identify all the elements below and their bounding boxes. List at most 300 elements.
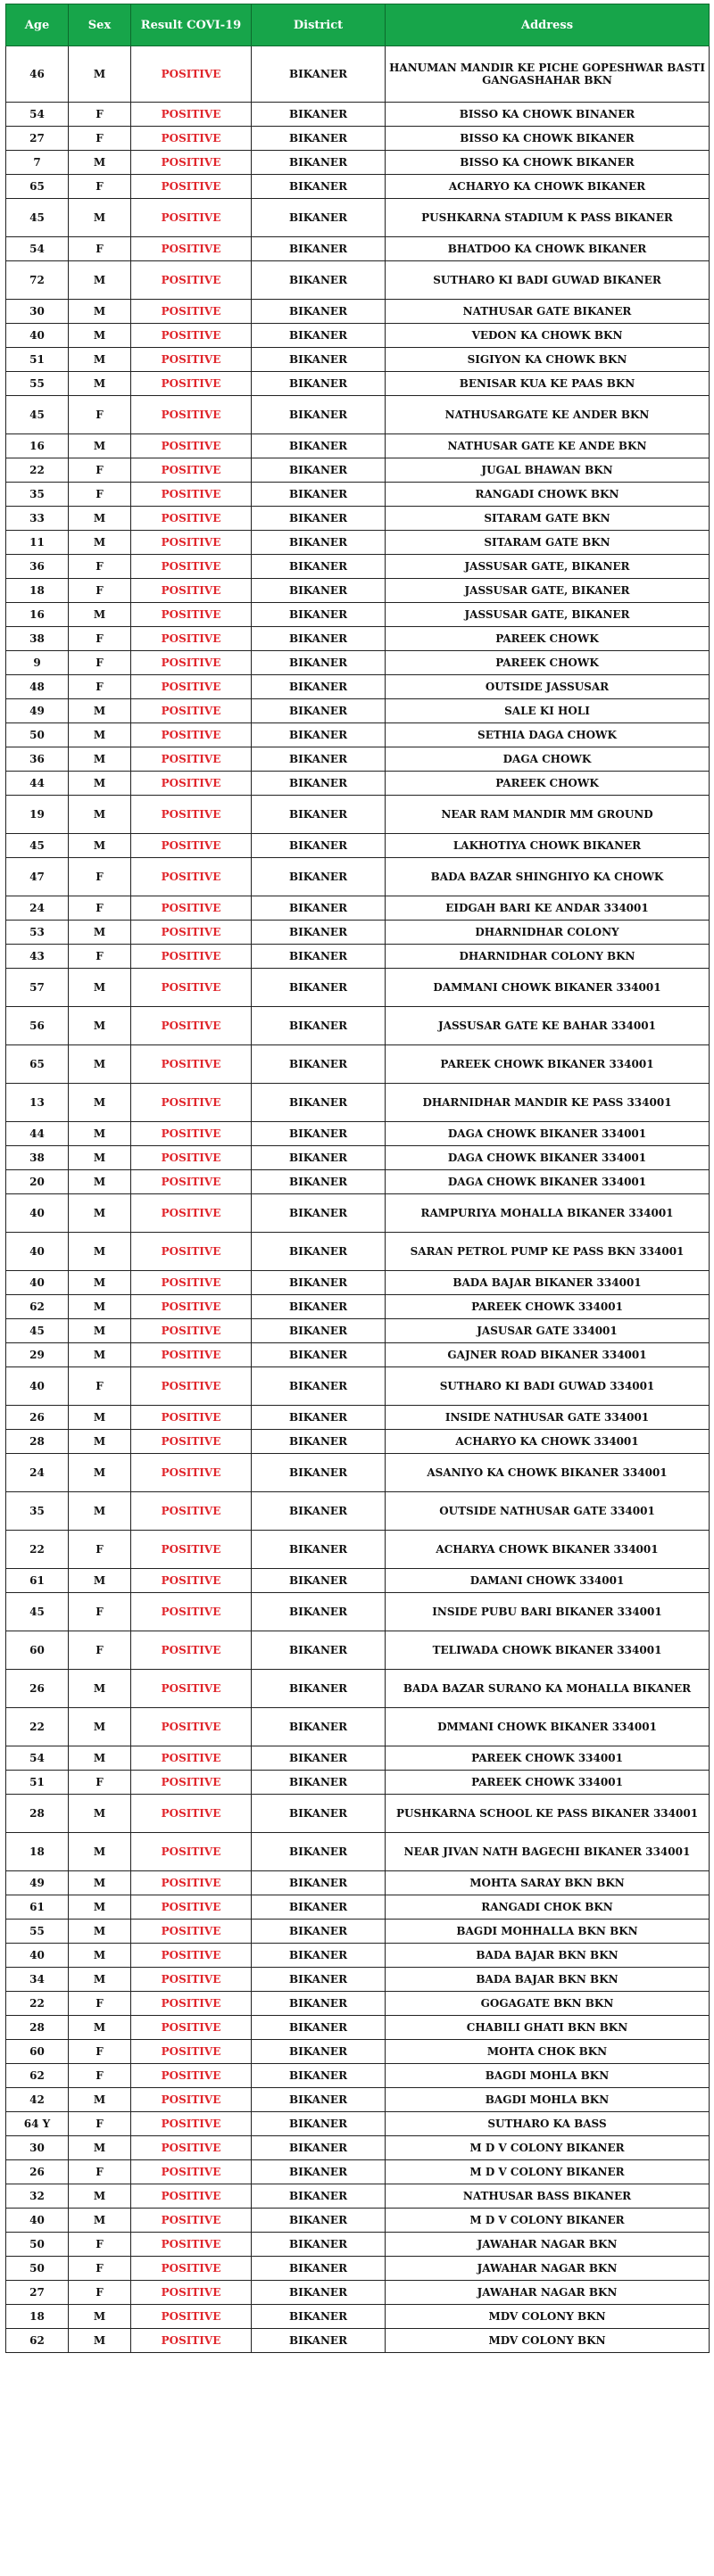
cell-address: SUTHARO KA BASS: [386, 2112, 710, 2136]
cell-address: OUTSIDE NATHUSAR GATE 334001: [386, 1492, 710, 1531]
cell-sex: M: [69, 1871, 131, 1895]
cell-sex: M: [69, 507, 131, 531]
cell-age: 40: [6, 1944, 69, 1968]
cell-sex: M: [69, 2305, 131, 2329]
cell-result: POSITIVE: [131, 2257, 252, 2281]
cell-district: BIKANER: [252, 2184, 386, 2209]
table-row: [6, 1233, 710, 1271]
cell-sex: F: [69, 103, 131, 127]
cell-address: PAREEK CHOWK 334001: [386, 1295, 710, 1319]
cell-sex: F: [69, 2281, 131, 2305]
cell-age: 62: [6, 1295, 69, 1319]
table-row: [6, 1670, 710, 1708]
header-sex: Sex: [69, 4, 131, 46]
cell-district: BIKANER: [252, 969, 386, 1007]
cell-district: BIKANER: [252, 261, 386, 300]
table-row: [6, 945, 710, 969]
table-row: [6, 1569, 710, 1593]
cell-age: 47: [6, 858, 69, 896]
cell-result: POSITIVE: [131, 945, 252, 969]
cell-address: PAREEK CHOWK BIKANER 334001: [386, 1045, 710, 1084]
cell-result: POSITIVE: [131, 261, 252, 300]
table-row: [6, 555, 710, 579]
cell-sex: M: [69, 699, 131, 723]
table-row: [6, 627, 710, 651]
cell-age: 22: [6, 1992, 69, 2016]
cell-result: POSITIVE: [131, 1007, 252, 1045]
cell-age: 22: [6, 1531, 69, 1569]
cell-age: 60: [6, 1631, 69, 1670]
cell-address: M D V COLONY BIKANER: [386, 2160, 710, 2184]
cell-age: 55: [6, 372, 69, 396]
cell-district: BIKANER: [252, 2257, 386, 2281]
cell-result: POSITIVE: [131, 772, 252, 796]
cell-address: BAGDI MOHLA BKN: [386, 2088, 710, 2112]
patient-list-sheet: [5, 4, 709, 2353]
cell-address: RANGADI CHOWK BKN: [386, 483, 710, 507]
cell-age: 40: [6, 1233, 69, 1271]
header-result: Result COVI-19: [131, 4, 252, 46]
cell-age: 27: [6, 2281, 69, 2305]
cell-age: 16: [6, 603, 69, 627]
cell-district: BIKANER: [252, 772, 386, 796]
cell-district: BIKANER: [252, 896, 386, 921]
cell-district: BIKANER: [252, 1670, 386, 1708]
cell-age: 49: [6, 1871, 69, 1895]
cell-sex: F: [69, 1631, 131, 1670]
cell-district: BIKANER: [252, 1295, 386, 1319]
cell-address: M D V COLONY BIKANER: [386, 2209, 710, 2233]
cell-result: POSITIVE: [131, 1593, 252, 1631]
cell-result: POSITIVE: [131, 2209, 252, 2233]
cell-address: CHABILI GHATI BKN BKN: [386, 2016, 710, 2040]
cell-address: MDV COLONY BKN: [386, 2329, 710, 2353]
cell-address: VEDON KA CHOWK BKN: [386, 324, 710, 348]
cell-address: INSIDE NATHUSAR GATE 334001: [386, 1406, 710, 1430]
cell-result: POSITIVE: [131, 396, 252, 434]
cell-age: 40: [6, 324, 69, 348]
table-row: [6, 772, 710, 796]
cell-sex: M: [69, 531, 131, 555]
cell-sex: M: [69, 1795, 131, 1833]
cell-result: POSITIVE: [131, 458, 252, 483]
cell-result: POSITIVE: [131, 555, 252, 579]
table-row: [6, 46, 710, 103]
cell-age: 27: [6, 127, 69, 151]
cell-district: BIKANER: [252, 175, 386, 199]
cell-age: 48: [6, 675, 69, 699]
cell-sex: M: [69, 1895, 131, 1920]
cell-age: 44: [6, 1122, 69, 1146]
cell-address: ACHARYO KA CHOWK 334001: [386, 1430, 710, 1454]
cell-sex: F: [69, 1992, 131, 2016]
cell-age: 7: [6, 151, 69, 175]
cell-district: BIKANER: [252, 1492, 386, 1531]
cell-address: ASANIYO KA CHOWK BIKANER 334001: [386, 1454, 710, 1492]
cell-sex: M: [69, 603, 131, 627]
cell-age: 38: [6, 1146, 69, 1170]
cell-sex: M: [69, 1233, 131, 1271]
cell-district: BIKANER: [252, 627, 386, 651]
table-row: [6, 747, 710, 772]
cell-age: 9: [6, 651, 69, 675]
cell-district: BIKANER: [252, 1319, 386, 1343]
cell-sex: M: [69, 1271, 131, 1295]
cell-sex: F: [69, 2064, 131, 2088]
cell-district: BIKANER: [252, 1367, 386, 1406]
cell-result: POSITIVE: [131, 1146, 252, 1170]
cell-district: BIKANER: [252, 199, 386, 237]
table-row: [6, 1746, 710, 1771]
cell-age: 51: [6, 348, 69, 372]
table-row: [6, 603, 710, 627]
cell-sex: M: [69, 2016, 131, 2040]
cell-address: PUSHKARNA STADIUM K PASS BIKANER: [386, 199, 710, 237]
cell-result: POSITIVE: [131, 1833, 252, 1871]
cell-district: BIKANER: [252, 1833, 386, 1871]
cell-result: POSITIVE: [131, 603, 252, 627]
table-row: [6, 2305, 710, 2329]
cell-age: 29: [6, 1343, 69, 1367]
cell-sex: F: [69, 896, 131, 921]
cell-district: BIKANER: [252, 675, 386, 699]
table-row: [6, 1170, 710, 1194]
cell-sex: F: [69, 483, 131, 507]
cell-address: PAREEK CHOWK 334001: [386, 1771, 710, 1795]
cell-result: POSITIVE: [131, 2064, 252, 2088]
cell-district: BIKANER: [252, 396, 386, 434]
cell-sex: M: [69, 723, 131, 747]
cell-age: 65: [6, 175, 69, 199]
cell-age: 40: [6, 1271, 69, 1295]
cell-sex: M: [69, 1007, 131, 1045]
table-row: [6, 1992, 710, 2016]
cell-address: DMMANI CHOWK BIKANER 334001: [386, 1708, 710, 1746]
cell-district: BIKANER: [252, 2160, 386, 2184]
table-row: [6, 531, 710, 555]
table-row: [6, 579, 710, 603]
cell-sex: M: [69, 1084, 131, 1122]
table-row: [6, 1406, 710, 1430]
cell-district: BIKANER: [252, 1343, 386, 1367]
cell-age: 33: [6, 507, 69, 531]
cell-result: POSITIVE: [131, 1367, 252, 1406]
cell-sex: M: [69, 1146, 131, 1170]
cell-district: BIKANER: [252, 2209, 386, 2233]
cell-district: BIKANER: [252, 699, 386, 723]
table-row: [6, 1146, 710, 1170]
cell-district: BIKANER: [252, 921, 386, 945]
cell-sex: M: [69, 151, 131, 175]
cell-age: 40: [6, 1367, 69, 1406]
cell-sex: M: [69, 1569, 131, 1593]
cell-age: 36: [6, 555, 69, 579]
cell-result: POSITIVE: [131, 1944, 252, 1968]
table-row: [6, 834, 710, 858]
table-row: [6, 2281, 710, 2305]
cell-sex: F: [69, 237, 131, 261]
table-row: [6, 1944, 710, 1968]
cell-sex: M: [69, 747, 131, 772]
cell-district: BIKANER: [252, 1895, 386, 1920]
cell-sex: F: [69, 1771, 131, 1795]
cell-address: DAMMANI CHOWK BIKANER 334001: [386, 969, 710, 1007]
cell-result: POSITIVE: [131, 1194, 252, 1233]
cell-age: 56: [6, 1007, 69, 1045]
cell-sex: M: [69, 1920, 131, 1944]
cell-sex: F: [69, 396, 131, 434]
table-row: [6, 1271, 710, 1295]
table-row: [6, 1968, 710, 1992]
cell-sex: M: [69, 834, 131, 858]
cell-address: RAMPURIYA MOHALLA BIKANER 334001: [386, 1194, 710, 1233]
table-row: [6, 372, 710, 396]
cell-result: POSITIVE: [131, 324, 252, 348]
cell-address: SUTHARO KI BADI GUWAD 334001: [386, 1367, 710, 1406]
cell-sex: M: [69, 372, 131, 396]
cell-age: 35: [6, 483, 69, 507]
table-row: [6, 1492, 710, 1531]
cell-address: TELIWADA CHOWK BIKANER 334001: [386, 1631, 710, 1670]
cell-sex: M: [69, 1170, 131, 1194]
cell-district: BIKANER: [252, 1631, 386, 1670]
cell-address: SITARAM GATE BKN: [386, 531, 710, 555]
cell-result: POSITIVE: [131, 151, 252, 175]
cell-age: 34: [6, 1968, 69, 1992]
cell-sex: M: [69, 1944, 131, 1968]
cell-age: 22: [6, 1708, 69, 1746]
cell-district: BIKANER: [252, 1771, 386, 1795]
header-address: Address: [386, 4, 710, 46]
cell-result: POSITIVE: [131, 1531, 252, 1569]
cell-district: BIKANER: [252, 1871, 386, 1895]
cell-address: SALE KI HOLI: [386, 699, 710, 723]
table-row: [6, 2088, 710, 2112]
cell-result: POSITIVE: [131, 2184, 252, 2209]
cell-age: 62: [6, 2064, 69, 2088]
cell-district: BIKANER: [252, 2136, 386, 2160]
cell-age: 61: [6, 1895, 69, 1920]
cell-age: 22: [6, 458, 69, 483]
cell-result: POSITIVE: [131, 348, 252, 372]
cell-result: POSITIVE: [131, 1406, 252, 1430]
cell-age: 53: [6, 921, 69, 945]
cell-result: POSITIVE: [131, 858, 252, 896]
cell-sex: F: [69, 675, 131, 699]
cell-address: RANGADI CHOK BKN: [386, 1895, 710, 1920]
cell-address: BADA BAJAR BKN BKN: [386, 1944, 710, 1968]
cell-result: POSITIVE: [131, 1795, 252, 1833]
table-row: [6, 300, 710, 324]
table-row: [6, 199, 710, 237]
cell-sex: M: [69, 2088, 131, 2112]
cell-result: POSITIVE: [131, 175, 252, 199]
table-row: [6, 921, 710, 945]
cell-address: PAREEK CHOWK: [386, 651, 710, 675]
cell-address: JAWAHAR NAGAR BKN: [386, 2233, 710, 2257]
table-row: [6, 2112, 710, 2136]
cell-address: SETHIA DAGA CHOWK: [386, 723, 710, 747]
cell-result: POSITIVE: [131, 1895, 252, 1920]
table-row: [6, 2136, 710, 2160]
cell-district: BIKANER: [252, 127, 386, 151]
cell-address: DAGA CHOWK BIKANER 334001: [386, 1122, 710, 1146]
cell-sex: F: [69, 1367, 131, 1406]
cell-district: BIKANER: [252, 834, 386, 858]
cell-age: 28: [6, 1430, 69, 1454]
cell-address: NEAR JIVAN NATH BAGECHI BIKANER 334001: [386, 1833, 710, 1871]
table-row: [6, 969, 710, 1007]
cell-age: 60: [6, 2040, 69, 2064]
cell-age: 72: [6, 261, 69, 300]
cell-district: BIKANER: [252, 2016, 386, 2040]
cell-result: POSITIVE: [131, 1271, 252, 1295]
cell-sex: F: [69, 858, 131, 896]
cell-district: BIKANER: [252, 1170, 386, 1194]
cell-result: POSITIVE: [131, 1233, 252, 1271]
cell-result: POSITIVE: [131, 1746, 252, 1771]
cell-result: POSITIVE: [131, 1084, 252, 1122]
cell-sex: M: [69, 1670, 131, 1708]
cell-age: 50: [6, 723, 69, 747]
header-age: Age: [6, 4, 69, 46]
table-row: [6, 1771, 710, 1795]
cell-result: POSITIVE: [131, 723, 252, 747]
cell-district: BIKANER: [252, 2329, 386, 2353]
cell-address: DAMANI CHOWK 334001: [386, 1569, 710, 1593]
header-district: District: [252, 4, 386, 46]
cell-sex: F: [69, 579, 131, 603]
cell-age: 42: [6, 2088, 69, 2112]
cell-result: POSITIVE: [131, 46, 252, 103]
cell-district: BIKANER: [252, 796, 386, 834]
cell-sex: M: [69, 1430, 131, 1454]
cell-sex: M: [69, 1319, 131, 1343]
cell-address: SARAN PETROL PUMP KE PASS BKN 334001: [386, 1233, 710, 1271]
cell-sex: M: [69, 1343, 131, 1367]
table-row: [6, 324, 710, 348]
cell-age: 62: [6, 2329, 69, 2353]
cell-result: POSITIVE: [131, 651, 252, 675]
table-row: [6, 348, 710, 372]
cell-age: 50: [6, 2257, 69, 2281]
cell-age: 45: [6, 834, 69, 858]
cell-district: BIKANER: [252, 1920, 386, 1944]
table-row: [6, 127, 710, 151]
cell-result: POSITIVE: [131, 579, 252, 603]
cell-district: BIKANER: [252, 348, 386, 372]
table-row: [6, 1007, 710, 1045]
cell-sex: M: [69, 1194, 131, 1233]
cell-address: JAWAHAR NAGAR BKN: [386, 2257, 710, 2281]
cell-district: BIKANER: [252, 2305, 386, 2329]
cell-address: SUTHARO KI BADI GUWAD BIKANER: [386, 261, 710, 300]
cell-address: BADA BAJAR BIKANER 334001: [386, 1271, 710, 1295]
cell-sex: M: [69, 2184, 131, 2209]
cell-address: BHATDOO KA CHOWK BIKANER: [386, 237, 710, 261]
cell-age: 45: [6, 1593, 69, 1631]
cell-age: 20: [6, 1170, 69, 1194]
cell-sex: M: [69, 2329, 131, 2353]
cell-result: POSITIVE: [131, 796, 252, 834]
cell-address: BADA BAJAR BKN BKN: [386, 1968, 710, 1992]
table-row: [6, 1593, 710, 1631]
cell-result: POSITIVE: [131, 507, 252, 531]
cell-address: PAREEK CHOWK 334001: [386, 1746, 710, 1771]
cell-result: POSITIVE: [131, 699, 252, 723]
cell-sex: M: [69, 1492, 131, 1531]
cell-result: POSITIVE: [131, 2329, 252, 2353]
table-row: [6, 1920, 710, 1944]
table-row: [6, 675, 710, 699]
cell-district: BIKANER: [252, 1271, 386, 1295]
cell-district: BIKANER: [252, 1531, 386, 1569]
cell-address: NATHUSAR GATE KE ANDE BKN: [386, 434, 710, 458]
cell-district: BIKANER: [252, 2112, 386, 2136]
table-row: [6, 1833, 710, 1871]
cell-result: POSITIVE: [131, 2305, 252, 2329]
table-header: [6, 4, 710, 46]
table-row: [6, 483, 710, 507]
cell-sex: M: [69, 1045, 131, 1084]
cell-result: POSITIVE: [131, 483, 252, 507]
cell-district: BIKANER: [252, 1746, 386, 1771]
table-row: [6, 151, 710, 175]
cell-address: JASSUSAR GATE, BIKANER: [386, 603, 710, 627]
cell-result: POSITIVE: [131, 627, 252, 651]
cell-result: POSITIVE: [131, 1708, 252, 1746]
cell-age: 28: [6, 1795, 69, 1833]
cell-age: 26: [6, 1406, 69, 1430]
cell-age: 43: [6, 945, 69, 969]
cell-age: 45: [6, 1319, 69, 1343]
cell-address: NATHUSAR GATE BIKANER: [386, 300, 710, 324]
cell-address: PAREEK CHOWK: [386, 772, 710, 796]
cell-age: 40: [6, 2209, 69, 2233]
cell-district: BIKANER: [252, 858, 386, 896]
cell-sex: M: [69, 1708, 131, 1746]
cell-result: POSITIVE: [131, 1343, 252, 1367]
cell-address: MDV COLONY BKN: [386, 2305, 710, 2329]
cell-sex: M: [69, 199, 131, 237]
cell-address: BAGDI MOHLA BKN: [386, 2064, 710, 2088]
cell-district: BIKANER: [252, 1593, 386, 1631]
cell-address: MOHTA SARAY BKN BKN: [386, 1871, 710, 1895]
cell-sex: M: [69, 324, 131, 348]
table-row: [6, 1343, 710, 1367]
cell-address: JASSUSAR GATE, BIKANER: [386, 579, 710, 603]
cell-result: POSITIVE: [131, 199, 252, 237]
cell-age: 26: [6, 2160, 69, 2184]
table-row: [6, 1531, 710, 1569]
cell-result: POSITIVE: [131, 1170, 252, 1194]
cell-district: BIKANER: [252, 1146, 386, 1170]
cell-address: DHARNIDHAR COLONY: [386, 921, 710, 945]
cell-address: DHARNIDHAR COLONY BKN: [386, 945, 710, 969]
cell-sex: M: [69, 434, 131, 458]
cell-district: BIKANER: [252, 1992, 386, 2016]
cell-result: POSITIVE: [131, 434, 252, 458]
cell-result: POSITIVE: [131, 1968, 252, 1992]
cell-sex: F: [69, 2040, 131, 2064]
cell-result: POSITIVE: [131, 896, 252, 921]
cell-address: ACHARYA CHOWK BIKANER 334001: [386, 1531, 710, 1569]
cell-result: POSITIVE: [131, 1045, 252, 1084]
cell-sex: F: [69, 627, 131, 651]
table-row: [6, 1084, 710, 1122]
table-row: [6, 1430, 710, 1454]
cell-result: POSITIVE: [131, 2233, 252, 2257]
